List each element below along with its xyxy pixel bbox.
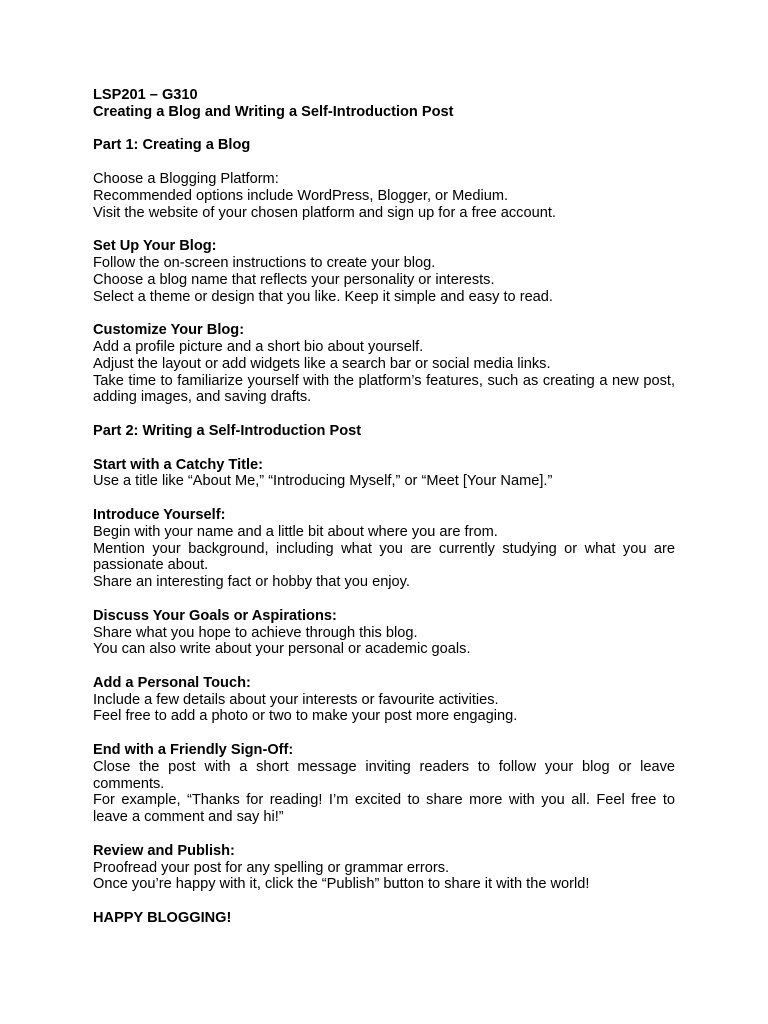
goals-heading: Discuss Your Goals or Aspirations: [93, 607, 337, 624]
introduce-line: Mention your background, including what you are currently studying or what you are passionate about. [93, 540, 675, 574]
signoff-line: Close the post with a short message inviting readers to follow your blog or leave comments. [93, 758, 675, 792]
introduce-line: Share an interesting fact or hobby that you enjoy. [93, 574, 410, 591]
platform-heading: Choose a Blogging Platform: [93, 170, 279, 187]
document-title: Creating a Blog and Writing a Self-Introduction Post [93, 103, 454, 120]
customize-line: Take time to familiarize yourself with the platform’s features, such as creating a new post, adding images, and saving drafts. [93, 372, 675, 406]
document-page [93, 87, 675, 927]
spacer [93, 725, 675, 742]
catchy-title-line: Use a title like “About Me,” “Introducing Myself,” or “Meet [Your Name].” [93, 473, 553, 490]
spacer [93, 826, 675, 843]
spacer [93, 658, 675, 675]
spacer [93, 440, 675, 457]
spacer [93, 154, 675, 171]
part1-heading: Part 1: Creating a Blog [93, 137, 251, 154]
setup-line: Follow the on-screen instructions to create your blog. [93, 254, 436, 271]
personal-line: Include a few details about your interests or favourite activities. [93, 691, 499, 708]
spacer [93, 406, 675, 423]
customize-line: Adjust the layout or add widgets like a search bar or social media links. [93, 355, 551, 372]
spacer [93, 490, 675, 507]
spacer [93, 591, 675, 608]
customize-heading: Customize Your Blog: [93, 322, 245, 339]
spacer [93, 221, 675, 238]
review-heading: Review and Publish: [93, 842, 235, 859]
setup-heading: Set Up Your Blog: [93, 238, 217, 255]
catchy-title-heading: Start with a Catchy Title: [93, 456, 264, 473]
platform-line: Visit the website of your chosen platform and sign up for a free account. [93, 204, 556, 221]
review-line: Proofread your post for any spelling or grammar errors. [93, 859, 450, 876]
spacer [93, 893, 675, 910]
signoff-heading: End with a Friendly Sign-Off: [93, 742, 294, 759]
review-line: Once you’re happy with it, click the “Publish” button to share it with the world! [93, 876, 590, 893]
personal-line: Feel free to add a photo or two to make your post more engaging. [93, 708, 518, 725]
spacer [93, 121, 675, 138]
course-code: LSP201 – G310 [93, 87, 198, 103]
personal-heading: Add a Personal Touch: [93, 674, 251, 691]
introduce-heading: Introduce Yourself: [93, 506, 226, 523]
setup-line: Select a theme or design that you like. Keep it simple and easy to read. [93, 288, 553, 305]
introduce-line: Begin with your name and a little bit about where you are from. [93, 523, 498, 540]
closing-text: HAPPY BLOGGING! [93, 910, 232, 927]
goals-line: You can also write about your personal or academic goals. [93, 641, 471, 658]
customize-line: Add a profile picture and a short bio about yourself. [93, 338, 424, 355]
platform-line: Recommended options include WordPress, Blogger, or Medium. [93, 187, 509, 204]
signoff-line: For example, “Thanks for reading! I’m excited to share more with you all. Feel free to leave a comment and say hi!” [93, 792, 675, 826]
part2-heading: Part 2: Writing a Self-Introduction Post [93, 422, 362, 439]
setup-line: Choose a blog name that reflects your personality or interests. [93, 271, 495, 288]
spacer [93, 305, 675, 322]
goals-line: Share what you hope to achieve through this blog. [93, 624, 418, 641]
